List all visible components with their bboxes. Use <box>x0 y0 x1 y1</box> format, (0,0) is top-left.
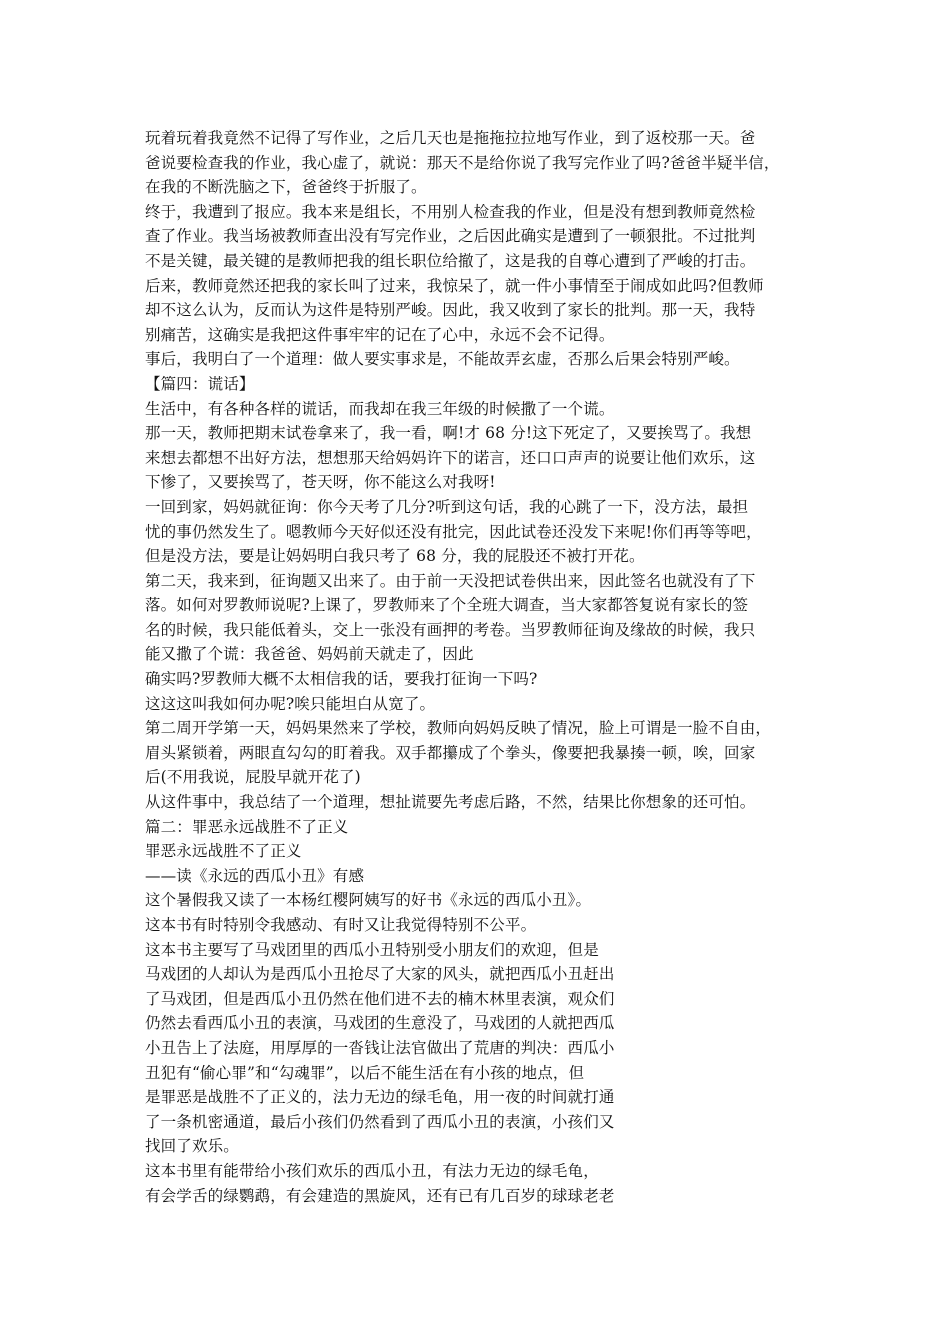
text-line: 忧的事仍然发生了。嗯教师今天好似还没有批完，因此试卷还没发下来呢!你们再等等吧， <box>145 522 762 541</box>
text-line: 下惨了，又要挨骂了，苍天呀，你不能这么对我呀! <box>145 473 496 492</box>
text-line: 终于，我遭到了报应。我本来是组长，不用别人检查我的作业，但是没有想到教师竟然检 <box>145 202 756 221</box>
text-line: 这个暑假我又读了一本杨红樱阿姨写的好书《永远的西瓜小丑》。 <box>145 891 592 910</box>
text-line: 这本书主要写了马戏团里的西瓜小丑特别受小朋友们的欢迎，但是 <box>145 940 599 959</box>
text-line: 这本书里有能带给小孩们欢乐的西瓜小丑，有法力无边的绿毛龟， <box>145 1161 599 1180</box>
text-line: 别痛苦，这确实是我把这件事牢牢的记在了心中，永远不会不记得。 <box>145 325 615 344</box>
text-line: 确实吗?罗教师大概不太相信我的话，要我打征询一下吗? <box>145 670 538 689</box>
article-subtitle: ——读《永远的西瓜小丑》有感 <box>145 866 365 885</box>
text-line: 找回了欢乐。 <box>145 1137 239 1156</box>
text-line: 第二天，我来到，征询题又出来了。由于前一天没把试卷供出来，因此签名也就没有了下 <box>145 571 756 590</box>
text-line: 那一天，教师把期末试卷拿来了，我一看，啊!才 68 分!这下死定了，又要挨骂了。我想 <box>145 424 752 443</box>
section-heading: 【篇四：谎话】 <box>145 374 255 393</box>
text-line: 眉头紧锁着，两眼直勾勾的盯着我。双手都攥成了个拳头，像要把我暴揍一顿，唉，回家 <box>145 743 756 762</box>
text-line: 玩着玩着我竟然不记得了写作业，之后几天也是拖拖拉拉地写作业，到了返校那一天。爸 <box>145 129 756 147</box>
text-line: 落。如何对罗教师说呢?上课了，罗教师来了个全班大调查，当大家都答复说有家长的签 <box>145 596 749 615</box>
document-page <box>145 126 815 1208</box>
text-line: 能又撒了个谎：我爸爸、妈妈前天就走了，因此 <box>145 645 474 664</box>
text-line: 一回到家，妈妈就征询：你今天考了几分?听到这句话，我的心跳了一下，没方法，最担 <box>145 497 749 516</box>
text-line: 这本书有时特别令我感动、有时又让我觉得特别不公平。 <box>145 916 537 934</box>
text-line: 后来，教师竟然还把我的家长叫了过来，我惊呆了，就一件小事情至于闹成如此吗?但教师 <box>145 276 764 295</box>
text-line: 第二周开学第一天，妈妈果然来了学校，教师向妈妈反映了情况，脸上可谓是一脸不自由， <box>145 719 772 738</box>
text-line: 事后，我明白了一个道理：做人要实事求是，不能故弄玄虚，否那么后果会特别严峻。 <box>145 350 740 369</box>
text-line: 了一条机密通道，最后小孩们仍然看到了西瓜小丑的表演，小孩们又 <box>145 1112 615 1131</box>
text-line: 这这这叫我如何办呢?唉只能坦白从宽了。 <box>145 694 436 713</box>
text-line: 在我的不断洗脑之下，爸爸终于折服了。 <box>145 178 427 197</box>
text-line: 从这件事中，我总结了一个道理，想扯谎要先考虑后路，不然，结果比你想象的还可怕。 <box>145 793 756 812</box>
text-line: 生活中，有各种各样的谎话，而我却在我三年级的时候撒了一个谎。 <box>145 399 615 418</box>
text-line: 小丑告上了法庭，用厚厚的一沓钱让法官做出了荒唐的判决：西瓜小 <box>145 1038 615 1057</box>
section-heading: 篇二：罪恶永远战胜不了正义 <box>145 817 349 836</box>
text-line: 是罪恶是战胜不了正义的，法力无边的绿毛龟，用一夜的时间就打通 <box>145 1088 615 1107</box>
text-line: 爸说要检查我的作业，我心虚了，就说：那天不是给你说了我写完作业了吗?爸爸半疑半信， <box>145 153 780 172</box>
text-line: 名的时候，我只能低着头，交上一张没有画押的考卷。当罗教师征询及缘故的时候，我只 <box>145 620 756 639</box>
text-line: 仍然去看西瓜小丑的表演，马戏团的生意没了，马戏团的人就把西瓜 <box>145 1014 615 1033</box>
text-line: 不是关键，最关键的是教师把我的组长职位给撤了，这是我的自尊心遭到了严峻的打击。 <box>145 251 756 270</box>
text-line: 后(不用我说，屁股早就开花了) <box>145 768 361 787</box>
text-line: 查了作业。我当场被教师查出没有写完作业，之后因此确实是遭到了一顿狠批。不过批判 <box>145 227 756 246</box>
text-line: 有会学舌的绿鹦鹉，有会建造的黑旋风，还有已有几百岁的球球老老 <box>145 1186 615 1205</box>
text-line: 来想去都想不出好方法，想想那天给妈妈许下的诺言，还口口声声的说要让他们欢乐，这 <box>145 448 756 467</box>
text-line: 丑犯有“偷心罪”和“勾魂罪”，以后不能生活在有小孩的地点，但 <box>145 1063 585 1082</box>
text-line: 马戏团的人却认为是西瓜小丑抢尽了大家的风头，就把西瓜小丑赶出 <box>145 965 615 984</box>
text-line: 但是没方法，要是让妈妈明白我只考了 68 分，我的屁股还不被打开花。 <box>145 547 645 566</box>
article-title: 罪恶永远战胜不了正义 <box>145 842 302 861</box>
text-line: 了马戏团，但是西瓜小丑仍然在他们进不去的楠木林里表演，观众们 <box>145 989 615 1008</box>
text-line: 却不这么认为，反而认为这件是特别严峻。因此，我又收到了家长的批判。那一天，我特 <box>145 301 756 320</box>
